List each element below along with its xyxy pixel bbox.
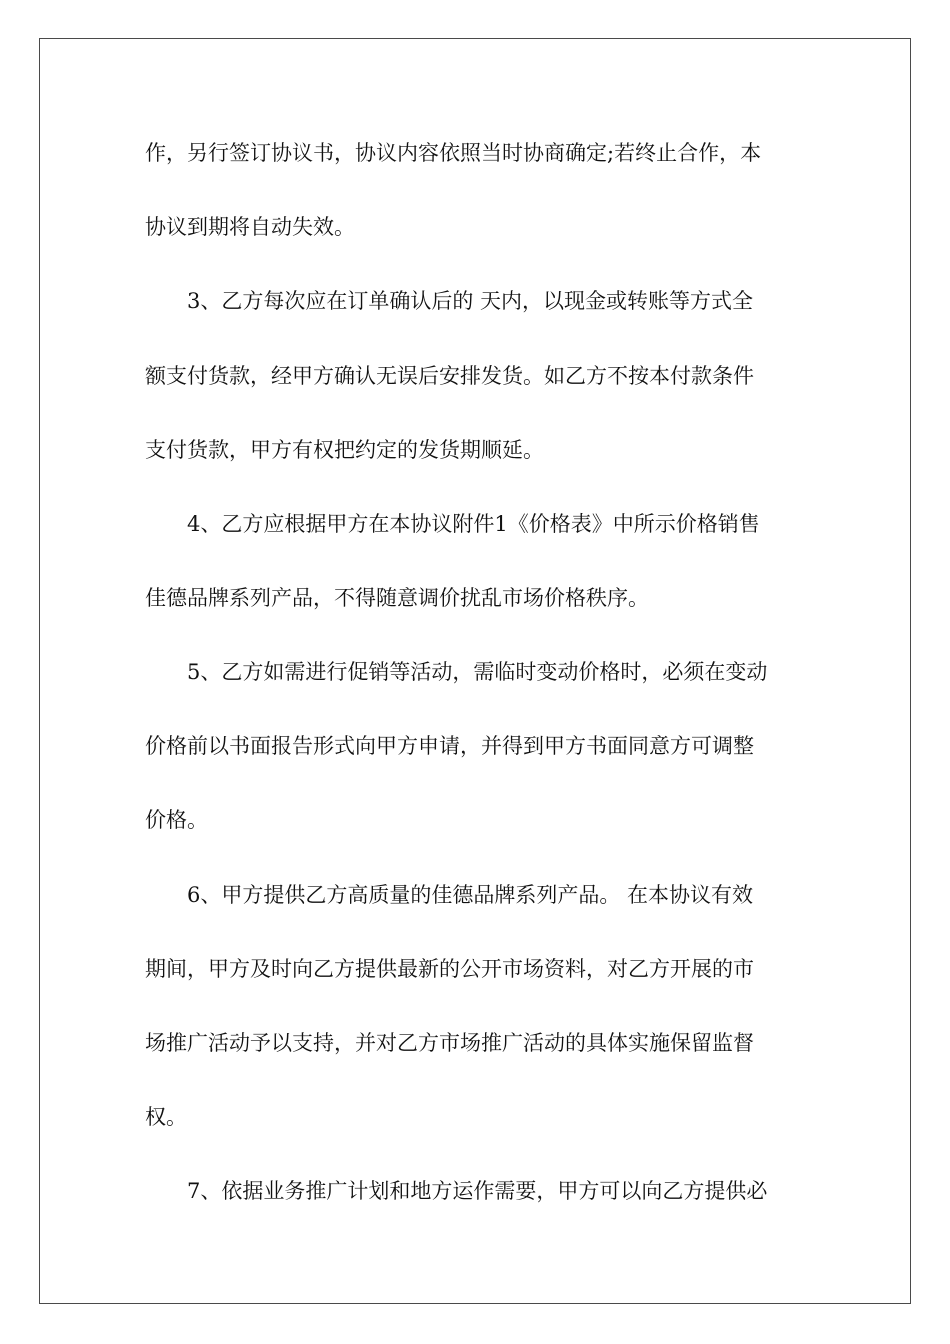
paragraph-4-start: 4、乙方应根据甲方在本协议附件1《价格表》中所示价格销售 [187,512,760,536]
text-line: 协议到期将自动失效。 [145,215,355,239]
text-line: 价格前以书面报告形式向甲方申请，并得到甲方书面同意方可调整 [145,734,754,758]
text-line: 支付货款，甲方有权把约定的发货期顺延。 [145,438,544,462]
text-line: 价格。 [145,808,208,832]
text-line: 期间，甲方及时向乙方提供最新的公开市场资料，对乙方开展的市 [145,957,754,981]
text-line: 额支付货款，经甲方确认无误后安排发货。如乙方不按本付款条件 [145,364,754,388]
paragraph-7-start: 7、依据业务推广计划和地方运作需要，甲方可以向乙方提供必 [187,1179,768,1203]
paragraph-6-start: 6、甲方提供乙方高质量的佳德品牌系列产品。 在本协议有效 [187,883,754,907]
paragraph-5-start: 5、乙方如需进行促销等活动，需临时变动价格时，必须在变动 [187,660,768,684]
text-line: 场推广活动予以支持，并对乙方市场推广活动的具体实施保留监督 [145,1031,754,1055]
text-line: 权。 [145,1105,187,1129]
text-line: 作，另行签订协议书，协议内容依照当时协商确定;若终止合作，本 [145,141,762,165]
text-line: 佳德品牌系列产品，不得随意调价扰乱市场价格秩序。 [145,586,649,610]
paragraph-3-start: 3、乙方每次应在订单确认后的 天内，以现金或转账等方式全 [187,289,754,313]
